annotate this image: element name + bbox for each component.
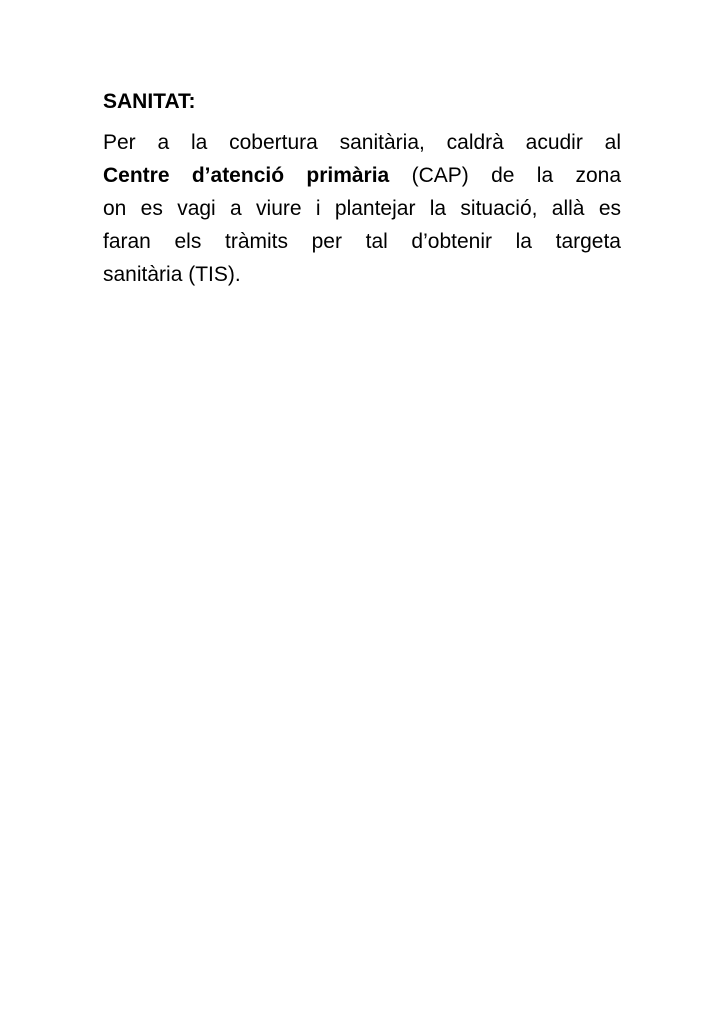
paragraph-line-1: Per a la cobertura sanitària, caldrà acudir al: [103, 131, 621, 154]
paragraph-line-4: faran els tràmits per tal d’obtenir la targeta: [103, 230, 621, 253]
section-heading: SANITAT:: [103, 90, 196, 113]
paragraph-line-2: [103, 161, 621, 191]
emphasis-cap-name: Centre d’atenció primària: [103, 164, 390, 187]
paragraph-line-3: on es vagi a viure i plantejar la situació, allà es: [103, 197, 621, 220]
paragraph-line-5: sanitària (TIS).: [103, 263, 241, 286]
paragraph-line-2-rest: (CAP) de la zona: [389, 164, 621, 187]
